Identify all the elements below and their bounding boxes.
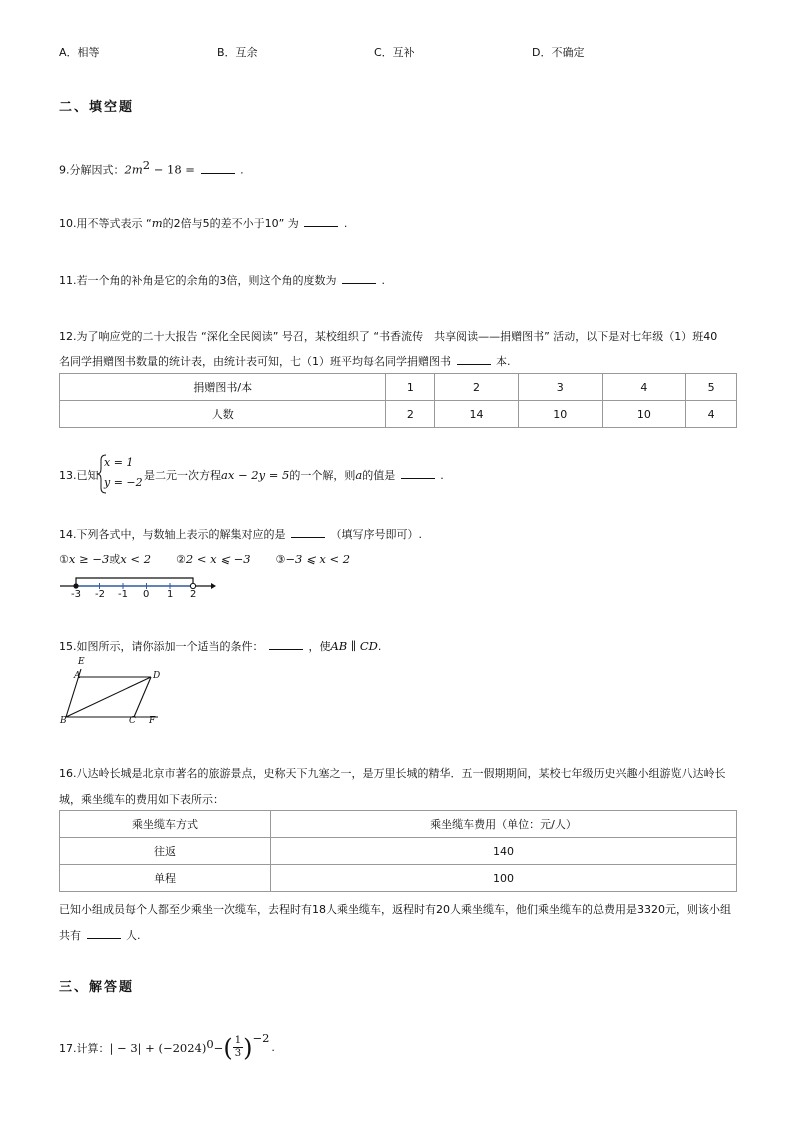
- question-11: [59, 272, 385, 288]
- table-cell: 140: [271, 838, 737, 865]
- answer-blank[interactable]: [201, 164, 235, 174]
- question-16-line2: 城，乘坐缆车的费用如下表所示：: [59, 793, 224, 806]
- q17-exponent-zero: 0: [206, 1037, 214, 1051]
- q15-end: .: [377, 640, 382, 653]
- question-16-line4: [59, 927, 141, 943]
- question-14: [59, 526, 422, 542]
- answer-blank[interactable]: [401, 469, 435, 479]
- q13-equation: ax − 2y = 5: [221, 468, 290, 482]
- q13-system-eq1: x = 1: [104, 456, 134, 469]
- table-cell: 14: [435, 401, 519, 428]
- section-title-fill-in: 二、填空题: [59, 100, 135, 115]
- question-16-line1: 16.八达岭长城是北京市著名的旅游景点，史称天下九塞之一，是万里长城的精华．五一假期期间，某校七年级历史兴趣小组游览八达岭长: [59, 767, 726, 780]
- q14-opt1b: x < 2: [120, 552, 152, 566]
- q16-line4-end: 人.: [126, 929, 141, 942]
- q10-var: m: [151, 216, 163, 230]
- option-a: A．相等: [59, 46, 100, 59]
- q17-end: .: [271, 1041, 275, 1054]
- q17-minus: −: [213, 1040, 224, 1055]
- answer-blank[interactable]: [87, 929, 121, 939]
- table-row: [60, 401, 737, 428]
- answer-blank[interactable]: [269, 640, 303, 650]
- solution-bracket: [76, 578, 193, 586]
- question-12-line2: [59, 353, 511, 369]
- q14-opt1-or: 或: [109, 553, 121, 566]
- donation-table: [59, 373, 737, 428]
- q14-text: 14.下列各式中，与数轴上表示的解集对应的是: [59, 528, 286, 541]
- tick-label: -2: [95, 589, 105, 600]
- table-cell: 10: [602, 401, 686, 428]
- q15-relation: AB ∥ CD: [330, 639, 378, 653]
- q12-line2-end: 本.: [496, 355, 511, 368]
- table-header-cell: 乘坐缆车费用（单位：元/人）: [271, 811, 737, 838]
- q14-note: （填写序号即可）.: [330, 528, 422, 541]
- table-header-cell: 人数: [60, 401, 386, 428]
- q17-fraction: [233, 1035, 243, 1060]
- q14-opt1-num: ①: [59, 553, 69, 566]
- q10-end: .: [343, 217, 348, 230]
- table-cell: 2: [435, 374, 519, 401]
- q14-opt1: x ≥ −3: [68, 552, 110, 566]
- tick-label: -3: [71, 589, 81, 600]
- q17-abs-term: | − 3| + (−2024): [109, 1040, 207, 1055]
- section-title-solutions: 三、解答题: [59, 980, 135, 995]
- point-label-f: F: [149, 716, 156, 726]
- q9-prefix: 9.分解因式：: [59, 163, 125, 177]
- closed-point-icon: [73, 583, 78, 588]
- q11-text: 11.若一个角的补角是它的余角的3倍，则这个角的度数为: [59, 274, 337, 287]
- point-label-d: D: [153, 671, 161, 681]
- q11-end: .: [381, 274, 385, 287]
- fraction-numerator: 1: [234, 1035, 242, 1046]
- tick-label: -1: [118, 589, 128, 600]
- arrow-right-icon: [211, 583, 216, 589]
- segment-dc: [134, 677, 151, 717]
- option-b: B．互余: [217, 46, 258, 59]
- right-paren-icon: ): [243, 1033, 253, 1062]
- q14-opt2-num: ②: [176, 553, 186, 566]
- answer-blank[interactable]: [304, 217, 338, 227]
- q13-middle: 是二元一次方程: [144, 469, 221, 482]
- table-cell: 4: [686, 401, 737, 428]
- q13-after2: 的值是: [362, 469, 396, 482]
- table-cell: 5: [686, 374, 737, 401]
- q14-opt2: 2 < x ⩽ −3: [185, 552, 251, 566]
- table-cell: 1: [386, 374, 435, 401]
- table-cell: 10: [518, 401, 602, 428]
- table-row: [60, 838, 737, 865]
- cable-car-table: [59, 810, 737, 892]
- table-cell: 单程: [60, 865, 271, 892]
- answer-blank[interactable]: [291, 528, 325, 538]
- table-row: [60, 865, 737, 892]
- q14-opt3: −3 ⩽ x < 2: [285, 552, 351, 566]
- q10-middle: 的2倍与5的差不小于10” 为: [162, 217, 299, 230]
- q10-prefix: 10.用不等式表示 “: [59, 217, 152, 230]
- q17-prefix: 17.计算：: [59, 1041, 110, 1055]
- q13-prefix: 13.已知: [59, 469, 99, 482]
- q13-system-eq2: y = −2: [104, 476, 143, 489]
- answer-blank[interactable]: [457, 355, 491, 365]
- q16-line4-pre: 共有: [59, 929, 81, 942]
- q9-exponent: 2: [142, 158, 151, 172]
- q15-text: 15.如图所示，请你添加一个适当的条件：: [59, 640, 264, 653]
- question-16-line3: 已知小组成员每个人都至少乘坐一次缆车，去程时有18人乘坐缆车，返程时有20人乘坐缆车，他们乘坐缆车的总费用是3320元，则该小组: [59, 903, 731, 916]
- table-header-cell: 乘坐缆车方式: [60, 811, 271, 838]
- point-label-a: A: [74, 671, 81, 681]
- point-label-b: B: [60, 716, 67, 726]
- open-point-icon: [190, 583, 195, 588]
- left-paren-icon: (: [223, 1033, 233, 1062]
- answer-blank[interactable]: [342, 274, 376, 284]
- question-17: [59, 1031, 275, 1062]
- q13-end: .: [440, 469, 444, 482]
- q17-exponent-neg: −2: [252, 1031, 270, 1045]
- q13-var: a: [355, 468, 363, 482]
- q14-opt3-num: ③: [275, 553, 286, 566]
- question-10: [59, 215, 347, 231]
- table-cell: 3: [518, 374, 602, 401]
- q9-expr-rest: − 18 =: [150, 162, 199, 177]
- question-12-line1: 12.为了响应党的二十大报告 “深化全民阅读” 号召，某校组织了 “书香流传 共享阅读——捐赠图书” 活动，以下是对七年级（1）班40: [59, 330, 718, 343]
- table-cell: 2: [386, 401, 435, 428]
- table-cell: 100: [271, 865, 737, 892]
- option-d: D．不确定: [532, 46, 585, 59]
- fraction-denominator: 3: [234, 1048, 242, 1059]
- question-13: [144, 467, 444, 483]
- table-row: [60, 811, 737, 838]
- point-label-e: E: [78, 657, 85, 667]
- point-label-c: C: [129, 716, 136, 726]
- q9-end: .: [240, 163, 244, 177]
- table-cell: 往返: [60, 838, 271, 865]
- q12-line2-text: 名同学捐赠图书数量的统计表，由统计表可知，七（1）班平均每名同学捐赠图书: [59, 355, 451, 368]
- question-9: [59, 158, 244, 178]
- diagonal-bd: [66, 677, 151, 717]
- tick-label: 0: [143, 589, 150, 600]
- table-cell: 4: [602, 374, 686, 401]
- q14-options: [59, 551, 350, 567]
- tick-label: 1: [167, 589, 174, 600]
- table-row: [60, 374, 737, 401]
- q9-expr: 2m: [124, 162, 143, 177]
- q15-after: ，使: [308, 640, 331, 653]
- q13-after: 的一个解，则: [289, 469, 356, 482]
- option-c: C．互补: [374, 46, 415, 59]
- question-15: [59, 638, 381, 654]
- table-header-cell: 捐赠图书/本: [60, 374, 386, 401]
- tick-label: 2: [190, 589, 197, 600]
